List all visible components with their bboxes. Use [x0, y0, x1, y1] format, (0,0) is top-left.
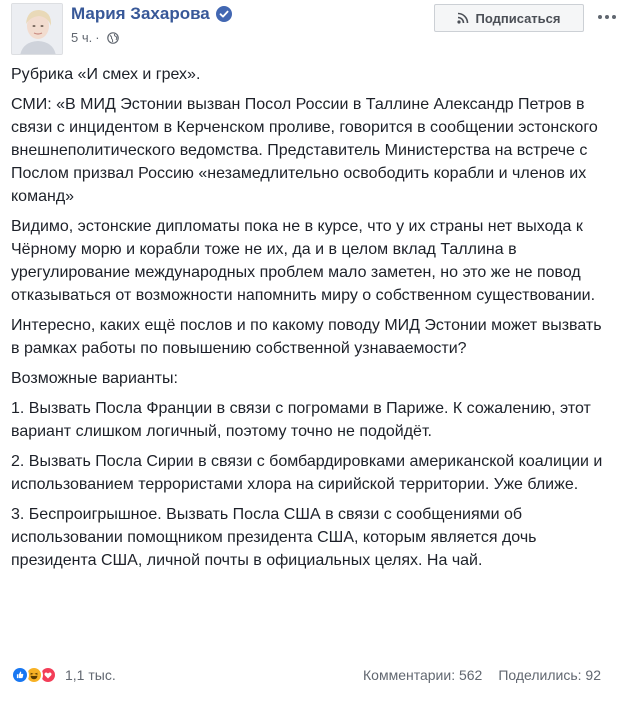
more-dot	[605, 15, 609, 19]
post-paragraph: 3. Беспроигрышное. Вызвать Посла США в связи с сообщениями об использовании помощником президента США, которым является дочь президента США, личной почты в официальных целях. На чай.	[11, 506, 537, 569]
globe-icon[interactable]	[107, 32, 119, 44]
post-meta	[71, 30, 119, 45]
author-name[interactable]: Мария Захарова	[71, 4, 210, 23]
more-dot	[598, 15, 602, 19]
post-paragraph: Рубрика «И смех и грех».	[11, 66, 201, 83]
author-line	[71, 3, 232, 25]
post-paragraph: Видимо, эстонские дипломаты пока не в курсе, что у их страны нет выхода к Чёрному морю и корабли тоже не их, да и в целом вклад Таллина в урегулирование международных проблем мало заметен, но это же не повод отказываться от возможности напомнить миру о собственном существовании.	[11, 218, 596, 304]
shares-count[interactable]: Поделились: 92	[498, 667, 601, 683]
post-text	[11, 63, 611, 579]
post-paragraph: 1. Вызвать Посла Франции в связи с погромами в Париже. К сожалению, этот вариант слишком логичный, поэтому точно не подойдёт.	[11, 400, 591, 440]
post-paragraph: Возможные варианты:	[11, 370, 178, 387]
avatar[interactable]	[11, 3, 63, 55]
post-header	[11, 3, 620, 55]
comments-count[interactable]: Комментарии: 562	[363, 667, 483, 683]
post-paragraph: СМИ: «В МИД Эстонии вызван Посол России в Таллине Александр Петров в связи с инцидентом в Керченском проливе, говорится в сообщении эстонского внешнеполитического ведомства. Представитель Министерства на встрече с Послом призвал Россию «незамедлительно освободить корабли и членов их команд»	[11, 96, 598, 205]
post-stats	[363, 667, 601, 683]
more-options-icon[interactable]	[593, 5, 620, 29]
rss-icon	[457, 12, 469, 24]
post-footer	[11, 663, 601, 687]
post-timestamp[interactable]: 5 ч.	[71, 30, 93, 45]
reaction-count[interactable]: 1,1 тыс.	[65, 667, 116, 683]
reactions-summary[interactable]	[11, 666, 116, 684]
subscribe-button[interactable]	[434, 4, 584, 32]
avatar-image	[12, 4, 63, 55]
subscribe-label: Подписаться	[475, 10, 561, 26]
verified-badge-icon	[216, 6, 232, 22]
meta-separator: ·	[95, 30, 100, 45]
like-icon	[11, 666, 29, 684]
post-paragraph: 2. Вызвать Посла Сирии в связи с бомбардировками американской коалиции и использованием террористами хлора на сирийской территории. Уже ближе.	[11, 453, 603, 493]
more-dot	[612, 15, 616, 19]
post-paragraph: Интересно, каких ещё послов и по какому поводу МИД Эстонии может вызвать в рамках работы по повышению собственной узнаваемости?	[11, 317, 602, 357]
